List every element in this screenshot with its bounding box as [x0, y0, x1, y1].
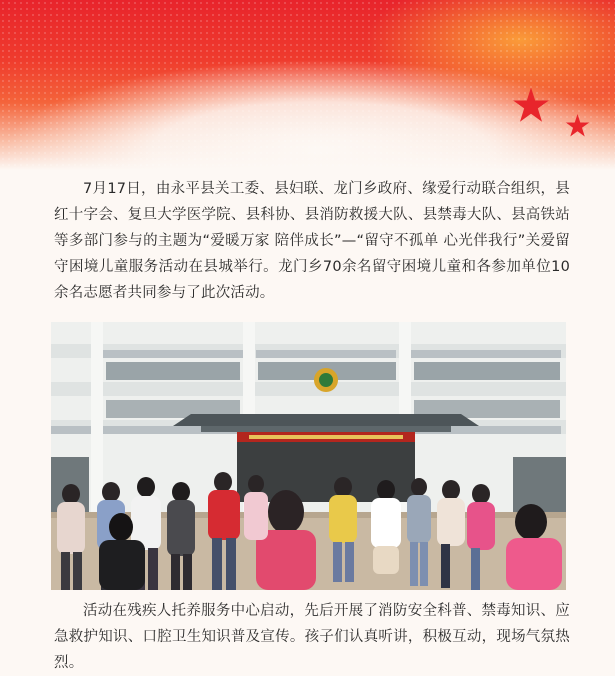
article-paragraph-1: 7月17日，由永平县关工委、县妇联、龙门乡政府、缘爱行动联合组织，县红十字会、复旦大学医学院、县科协、县消防救援大队、县禁毒大队、县高铁站等多部门参与的主题为“爱暖万家 陪伴成长”—“留守不孤单 心光伴我行”关爱留守困境儿童服务活动在县城举行。龙门乡70余名留守困境儿童和各参加单位10余名志愿者共同参与了此次活动。 [54, 181, 570, 301]
event-photo [51, 322, 566, 590]
event-photo-illustration [51, 322, 566, 590]
small-star-icon [565, 113, 590, 138]
star-icon [512, 86, 550, 124]
article-paragraph-2: 活动在残疾人托养服务中心启动，先后开展了消防安全科普、禁毒知识、应急救护知识、口腔卫生知识普及宣传。孩子们认真听讲，积极互动，现场气氛热烈。 [54, 603, 570, 671]
banner-texture [0, 0, 615, 170]
